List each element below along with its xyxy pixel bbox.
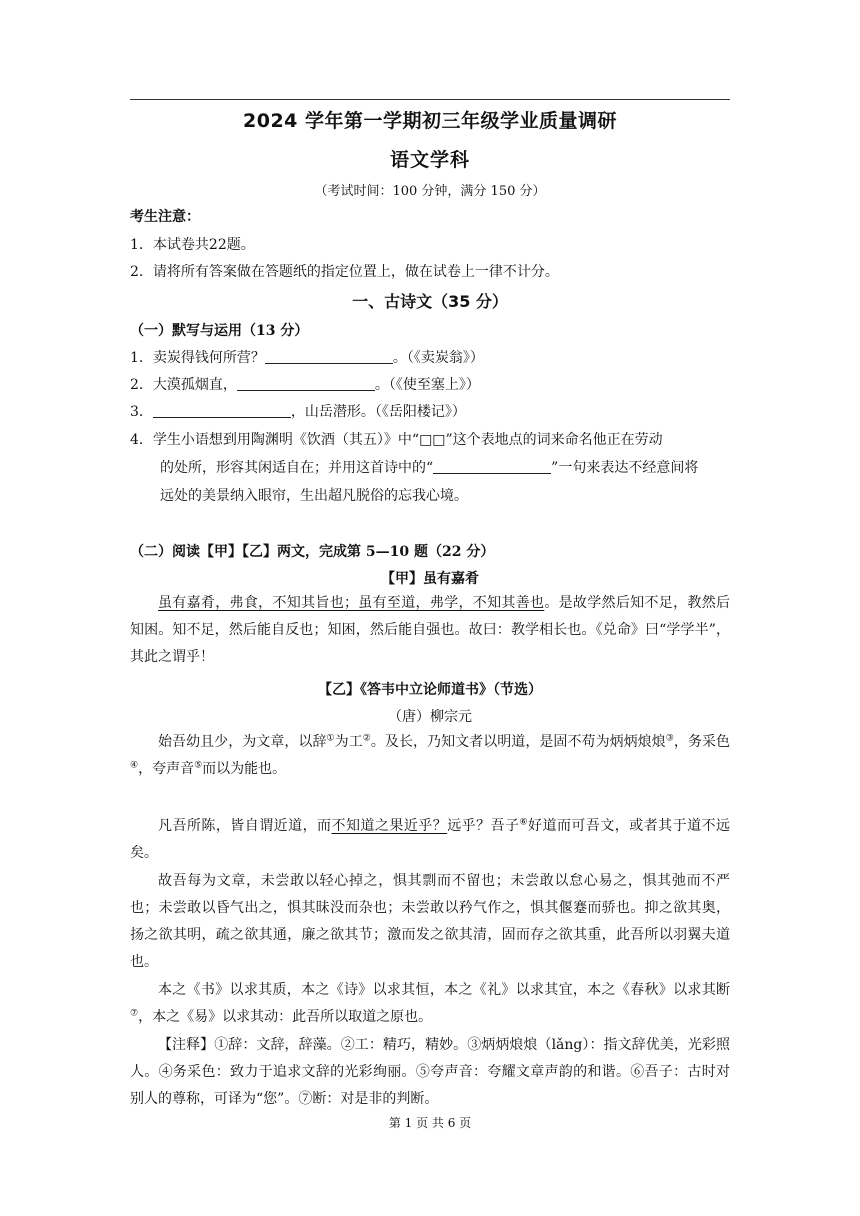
exam-title: 2024 学年第一学期初三年级学业质量调研 <box>243 110 617 132</box>
section-title: 一、古诗文（35 分） <box>352 292 508 311</box>
jia-rest: 。是故学然后知不足，教然后知困。知不足，然后能自反也；知困，然后能自强也。故曰：教学相长也。《兑命》曰“学学半”，其此之谓乎！ <box>130 595 731 665</box>
jia-underlined: 虽有嘉肴，弗食，不知其旨也；虽有至道，弗学，不知其善也 <box>158 595 545 611</box>
notice-heading: 考生注意： <box>130 209 200 225</box>
q4-blank <box>433 459 551 474</box>
yi-p4-b: ，本之《易》以求其动：此吾所以取道之原也。 <box>138 1009 433 1025</box>
q3-source: ，山岳潜形。（《岳阳楼记》） <box>290 404 466 420</box>
question-1 <box>130 347 484 367</box>
yi-p1-f: 而以为能也。 <box>202 761 287 777</box>
yi-p1-b: 为工 <box>334 734 363 750</box>
text-yi-author: （唐）柳宗元 <box>388 709 472 725</box>
question-3 <box>130 401 466 421</box>
text-yi-paragraph-2 <box>130 813 730 867</box>
part2-title: （二）阅读【甲】【乙】两文，完成第 5—10 题（22 分） <box>130 544 495 560</box>
yi-p2-a: 凡吾所陈，皆自谓近道，而 <box>158 818 332 834</box>
q2-source: 。（《使至塞上》） <box>374 377 480 393</box>
q2-blank <box>237 376 375 391</box>
text-yi-paragraph-4 <box>130 977 730 1031</box>
yi-p1-d: ，务采色 <box>673 734 731 750</box>
q4-text-end: ”一句来表达不经意间将 <box>551 460 699 476</box>
q1-source: 。（《卖炭翁》） <box>392 350 484 366</box>
yi-p2-c: 好道而可吾文，或者其于道不远矣。 <box>130 818 731 861</box>
yi-p1-a: 始吾幼且少，为文章，以辞 <box>158 734 327 750</box>
notice-item-2: 2．请将所有答案做在答题纸的指定位置上，做在试卷上一律不计分。 <box>130 264 559 280</box>
header-rule <box>130 99 730 100</box>
note-ref-6: ⑥ <box>519 817 529 828</box>
note-ref-5: ⑤ <box>194 760 203 771</box>
yi-p2-b: 远乎？吾子 <box>447 818 520 834</box>
yi-p3: 故吾每为文章，未尝敢以轻心掉之，惧其剽而不留也；未尝敢以怠心易之，惧其弛而不严也；未尝敢以昏气出之，惧其昧没而杂也；未尝敢以矜气作之，惧其偃蹇而骄也。抑之欲其奥，扬之欲其明，疏之欲其通，廉之欲其节；激而发之欲其清，固而存之欲其重，此吾所以羽翼夫道也。 <box>130 873 730 970</box>
q3-number: 3． <box>130 404 153 420</box>
yi-p4-a: 本之《书》以求其质，本之《诗》以求其恒，本之《礼》以求其宜，本之《春秋》以求其断 <box>158 982 730 998</box>
q1-text: 1．卖炭得钱何所营？ <box>130 350 265 366</box>
part1-title: （一）默写与运用（13 分） <box>130 323 309 339</box>
yi-p2-underlined: 不知道之果近乎？ <box>331 818 448 834</box>
exam-info: （考试时间：100 分钟，满分 150 分） <box>314 184 546 199</box>
question-4-line-1: 4．学生小语想到用陶渊明《饮酒（其五）》中“□□”这个表地点的词来命名他正在劳动 <box>130 432 663 448</box>
page-number: 第 1 页 共 6 页 <box>388 1116 472 1130</box>
notes-text: 【注释】①辞：文辞，辞藻。②工：精巧，精妙。③炳炳烺烺（lǎng）：指文辞优美，光彩照人。④务采色：致力于追求文辞的光彩绚丽。⑤夸声音：夸耀文章声韵的和谐。⑥吾子：古时对别人的尊称，可译为“您”。⑦断：对是非的判断。 <box>130 1037 730 1107</box>
text-jia-body <box>130 590 730 671</box>
text-yi-paragraph-1 <box>130 729 730 783</box>
note-ref-1: ① <box>326 733 335 744</box>
q2-text: 2．大漠孤烟直， <box>130 377 237 393</box>
text-jia-title: 【甲】虽有嘉肴 <box>381 571 479 587</box>
text-yi-paragraph-3 <box>130 868 730 976</box>
q4-text: 的处所，形容其闲适自在；并用这首诗中的“ <box>160 460 434 476</box>
question-2 <box>130 374 480 394</box>
note-ref-2: ② <box>362 733 371 744</box>
yi-p1-e: ，夸声音 <box>138 761 195 777</box>
note-ref-3: ③ <box>665 733 674 744</box>
annotations <box>130 1032 730 1113</box>
note-ref-7: ⑦ <box>130 1008 139 1019</box>
question-4-line-3: 远处的美景纳入眼帘，生出超凡脱俗的忘我心境。 <box>160 488 468 504</box>
notice-item-1: 1．本试卷共22题。 <box>130 237 255 253</box>
q3-blank <box>153 403 291 418</box>
subject-title: 语文学科 <box>389 149 470 171</box>
yi-p1-c: 。及长，乃知文者以明道，是固不苟为炳炳烺烺 <box>370 734 666 750</box>
text-yi-title: 【乙】《答韦中立论师道书》（节选） <box>318 682 542 698</box>
q1-blank <box>265 349 393 364</box>
note-ref-4: ④ <box>130 760 139 771</box>
question-4-line-2 <box>160 457 698 477</box>
